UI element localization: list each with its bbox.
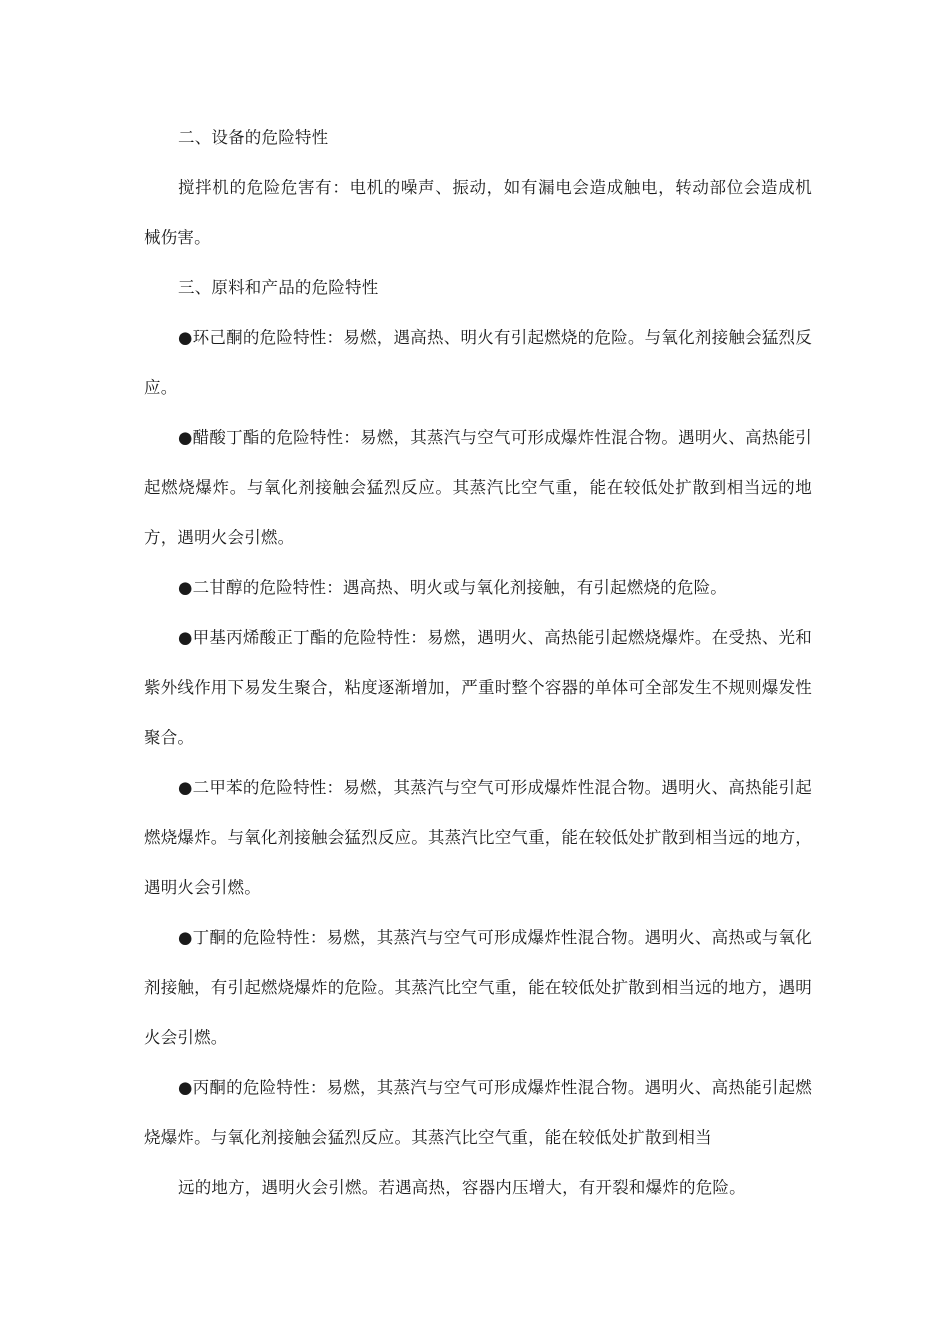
hazard-item-butyl-methacrylate: ●甲基丙烯酸正丁酯的危险特性：易燃，遇明火、高热能引起燃烧爆炸。在受热、光和紫外线作用下易发生聚合，粘度逐渐增加，严重时整个容器的单体可全部发生不规则爆发性聚合。: [144, 628, 812, 747]
hazard-item-butanone: ●丁酮的危险特性：易燃，其蒸汽与空气可形成爆炸性混合物。遇明火、高热或与氧化剂接触，有引起燃烧爆炸的危险。其蒸汽比空气重，能在较低处扩散到相当远的地方，遇明火会引燃。: [144, 928, 812, 1047]
hazard-item-butyl-acetate: ●醋酸丁酯的危险特性：易燃，其蒸汽与空气可形成爆炸性混合物。遇明火、高热能引起燃烧爆炸。与氧化剂接触会猛烈反应。其蒸汽比空气重，能在较低处扩散到相当远的地方，遇明火会引燃。: [144, 428, 812, 547]
hazard-item-xylene: ●二甲苯的危险特性：易燃，其蒸汽与空气可形成爆炸性混合物。遇明火、高热能引起燃烧爆炸。与氧化剂接触会猛烈反应。其蒸汽比空气重，能在较低处扩散到相当远的地方，遇明火会引燃。: [144, 778, 812, 897]
paragraph-mixer-hazards: 搅拌机的危险危害有：电机的噪声、振动，如有漏电会造成触电，转动部位会造成机械伤害。: [144, 178, 812, 247]
section-heading-materials: 三、原料和产品的危险特性: [178, 278, 379, 297]
hazard-item-acetone-continued: 远的地方，遇明火会引燃。若遇高热，容器内压增大，有开裂和爆炸的危险。: [178, 1178, 746, 1197]
section-heading-equipment: 二、设备的危险特性: [178, 128, 329, 147]
hazard-item-cyclohexanone: ●环己酮的危险特性：易燃，遇高热、明火有引起燃烧的危险。与氧化剂接触会猛烈反应。: [144, 328, 812, 397]
hazard-item-diethylene-glycol: ●二甘醇的危险特性：遇高热、明火或与氧化剂接触，有引起燃烧的危险。: [178, 578, 727, 597]
hazard-item-acetone: ●丙酮的危险特性：易燃，其蒸汽与空气可形成爆炸性混合物。遇明火、高热能引起燃烧爆炸。与氧化剂接触会猛烈反应。其蒸汽比空气重，能在较低处扩散到相当: [144, 1078, 812, 1147]
